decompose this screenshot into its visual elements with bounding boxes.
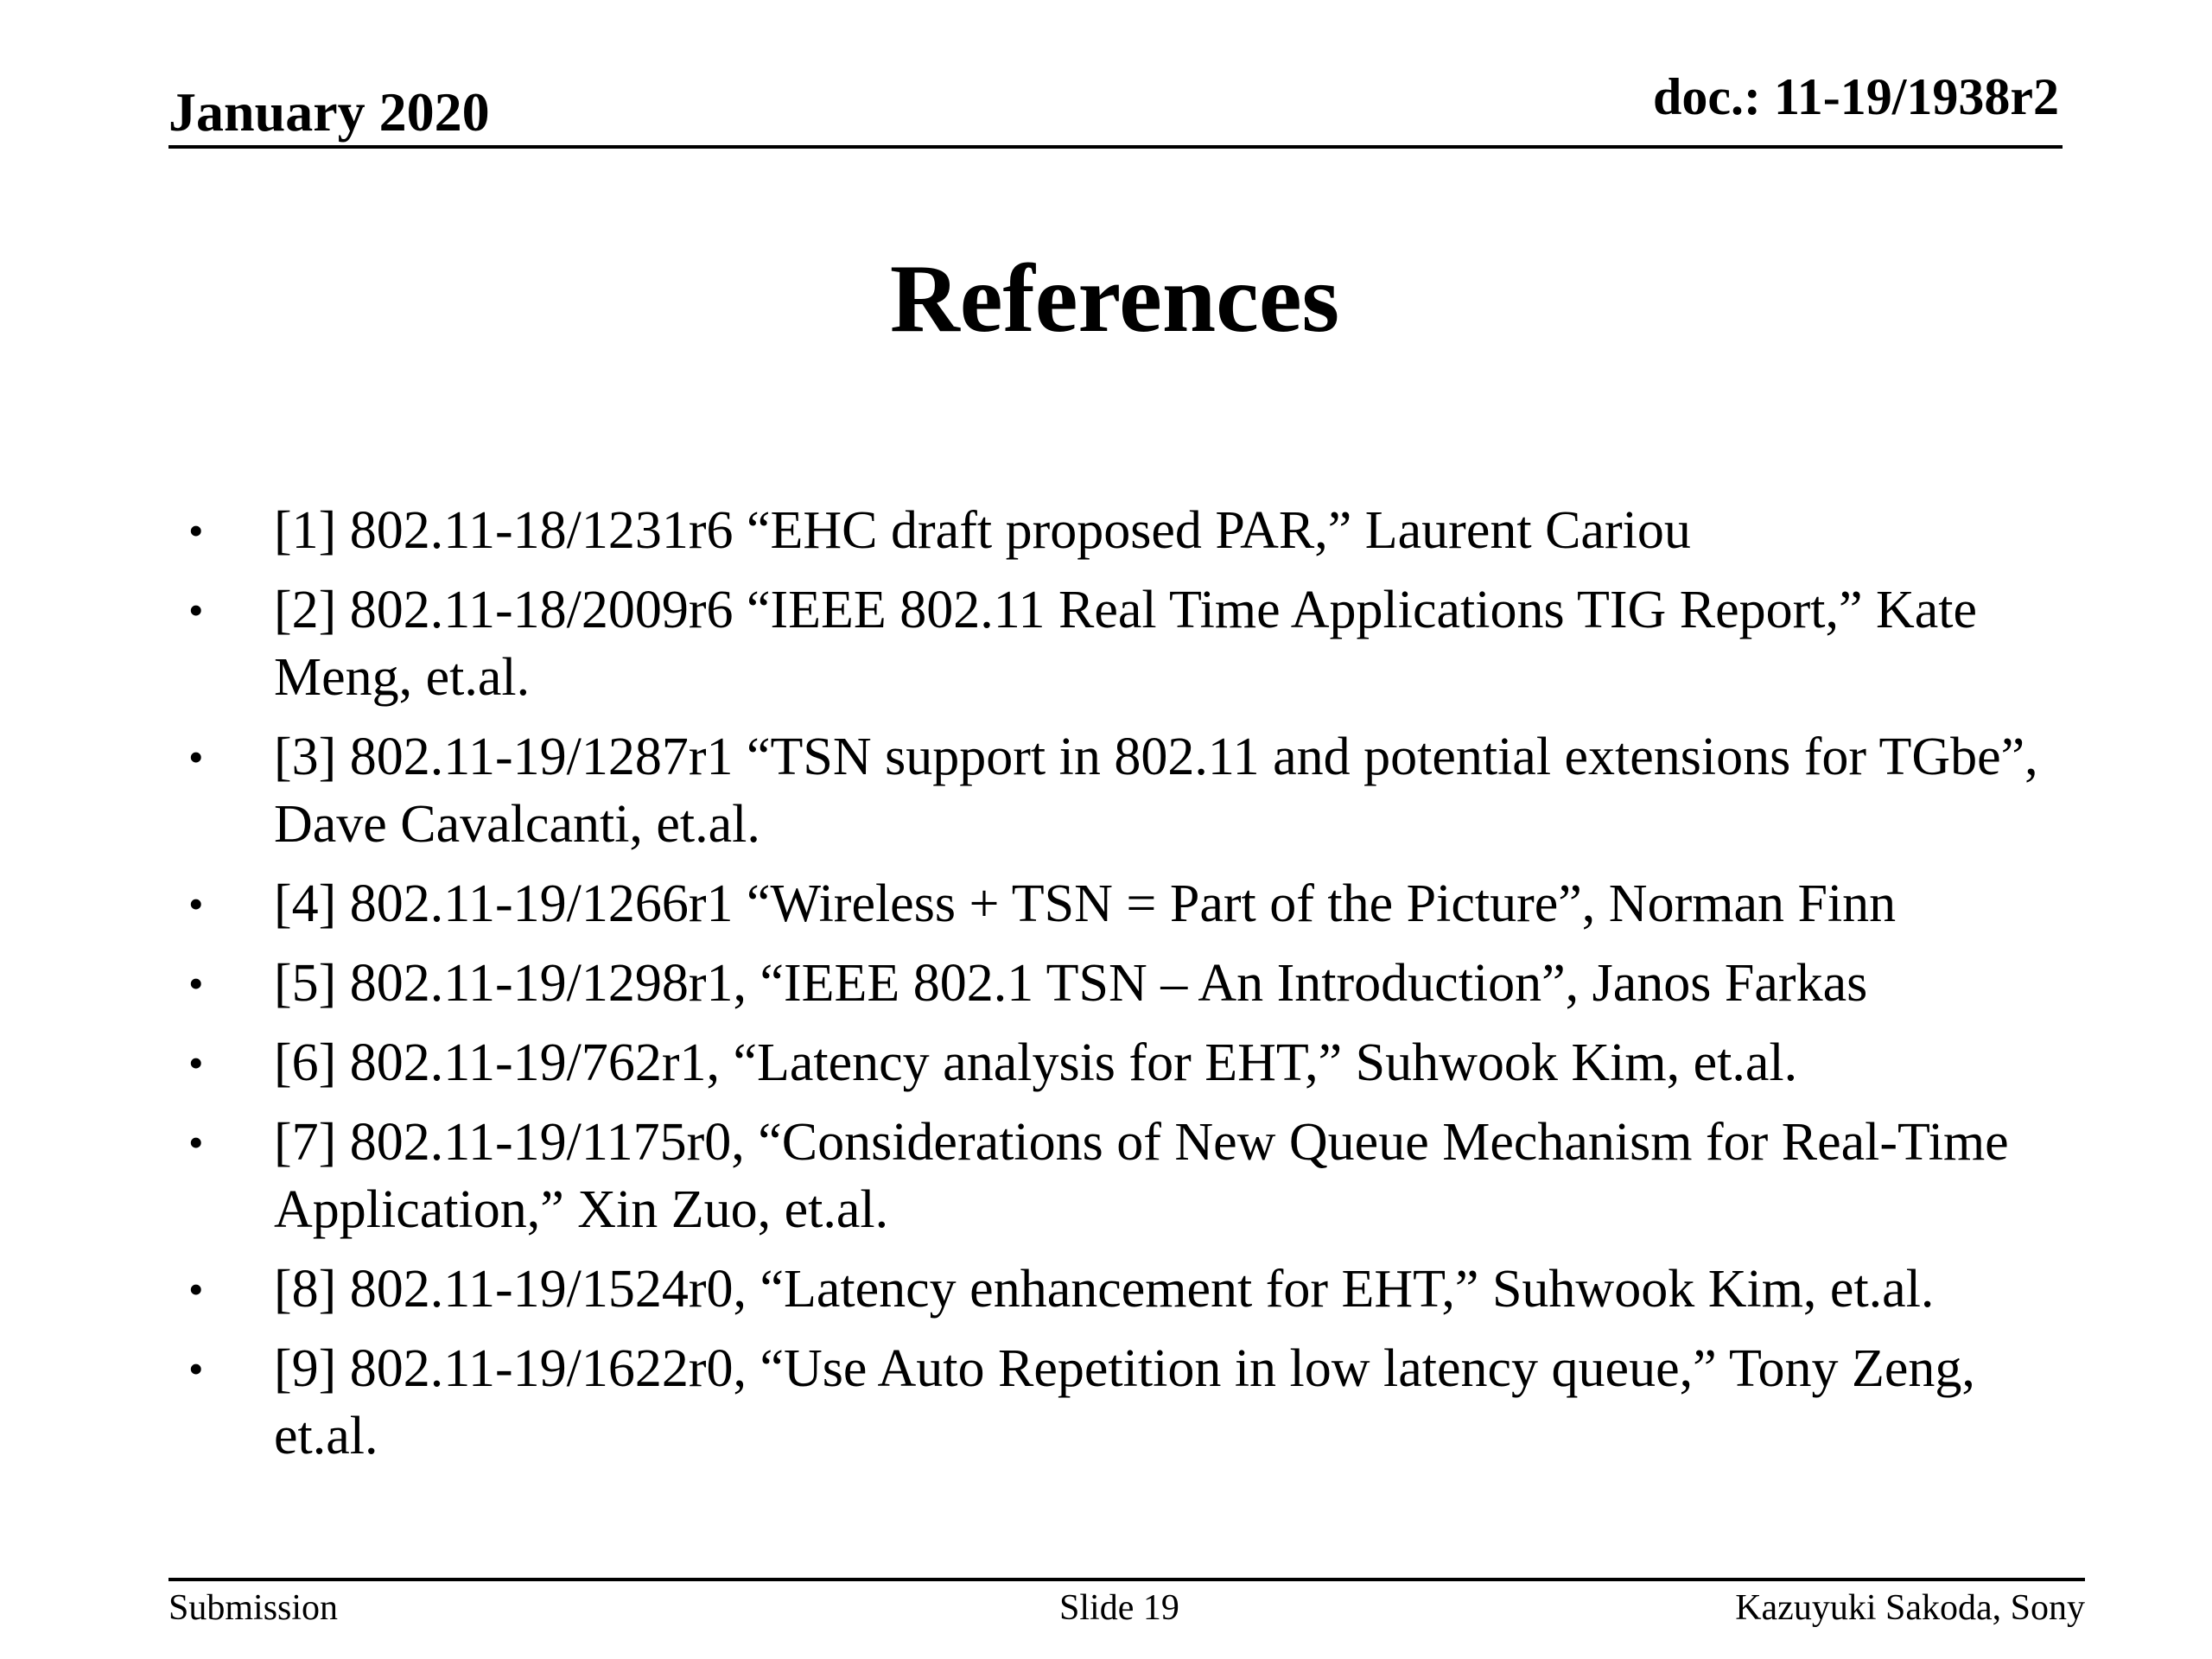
footer-submission: Submission <box>168 1588 339 1628</box>
reference-item <box>181 497 2082 564</box>
reference-text: [7] 802.11-19/1175r0, “Considerations of New Queue Mechanism for Real-Time Application,” Xin Zuo, et.al. <box>274 1113 2009 1239</box>
reference-text: [3] 802.11-19/1287r1 “TSN support in 802.11 and potential extensions for TGbe”, Dave Cavalcanti, et.al. <box>274 728 2038 854</box>
reference-text: [8] 802.11-19/1524r0, “Latency enhancement for EHT,” Suhwook Kim, et.al. <box>274 1260 1935 1319</box>
reference-item <box>181 1109 2082 1243</box>
bullet-icon: • <box>188 1344 204 1393</box>
bullet-icon: • <box>188 586 204 634</box>
bullet-icon: • <box>188 959 204 1007</box>
bullet-icon: • <box>188 1118 204 1166</box>
reference-text: [6] 802.11-19/762r1, “Latency analysis for EHT,” Suhwook Kim, et.al. <box>274 1033 1798 1092</box>
footer-slide-number: Slide 19 <box>1059 1588 1179 1628</box>
bullet-icon: • <box>188 880 204 928</box>
bullet-icon: • <box>188 506 204 555</box>
reference-item <box>181 576 2082 711</box>
reference-item <box>181 1335 2082 1470</box>
footer-author: Kazuyuki Sakoda, Sony <box>1735 1588 2085 1628</box>
reference-item <box>181 950 2082 1017</box>
reference-text: [9] 802.11-19/1622r0, “Use Auto Repetition in low latency queue,” Tony Zeng, et.al. <box>274 1339 1975 1465</box>
bullet-icon: • <box>188 1039 204 1087</box>
bullet-icon: • <box>188 1265 204 1313</box>
reference-text: [4] 802.11-19/1266r1 “Wireless + TSN = Part of the Picture”, Norman Finn <box>274 874 1897 933</box>
header-date: January 2020 <box>168 81 490 143</box>
header-divider <box>168 145 2063 149</box>
reference-item <box>181 723 2082 858</box>
reference-item <box>181 1255 2082 1323</box>
reference-item <box>181 870 2082 938</box>
reference-item <box>181 1029 2082 1096</box>
references-list <box>181 497 2082 1482</box>
slide-title: References <box>889 245 1340 353</box>
reference-text: [5] 802.11-19/1298r1, “IEEE 802.1 TSN – An Introduction”, Janos Farkas <box>274 954 1868 1013</box>
footer-divider <box>168 1578 2085 1581</box>
reference-text: [1] 802.11-18/1231r6 “EHC draft proposed PAR,” Laurent Cariou <box>274 501 1691 560</box>
reference-text: [2] 802.11-18/2009r6 “IEEE 802.11 Real Time Applications TIG Report,” Kate Meng, et.al. <box>274 581 1978 707</box>
bullet-icon: • <box>188 733 204 781</box>
header-doc-number: doc.: 11-19/1938r2 <box>1653 68 2059 125</box>
